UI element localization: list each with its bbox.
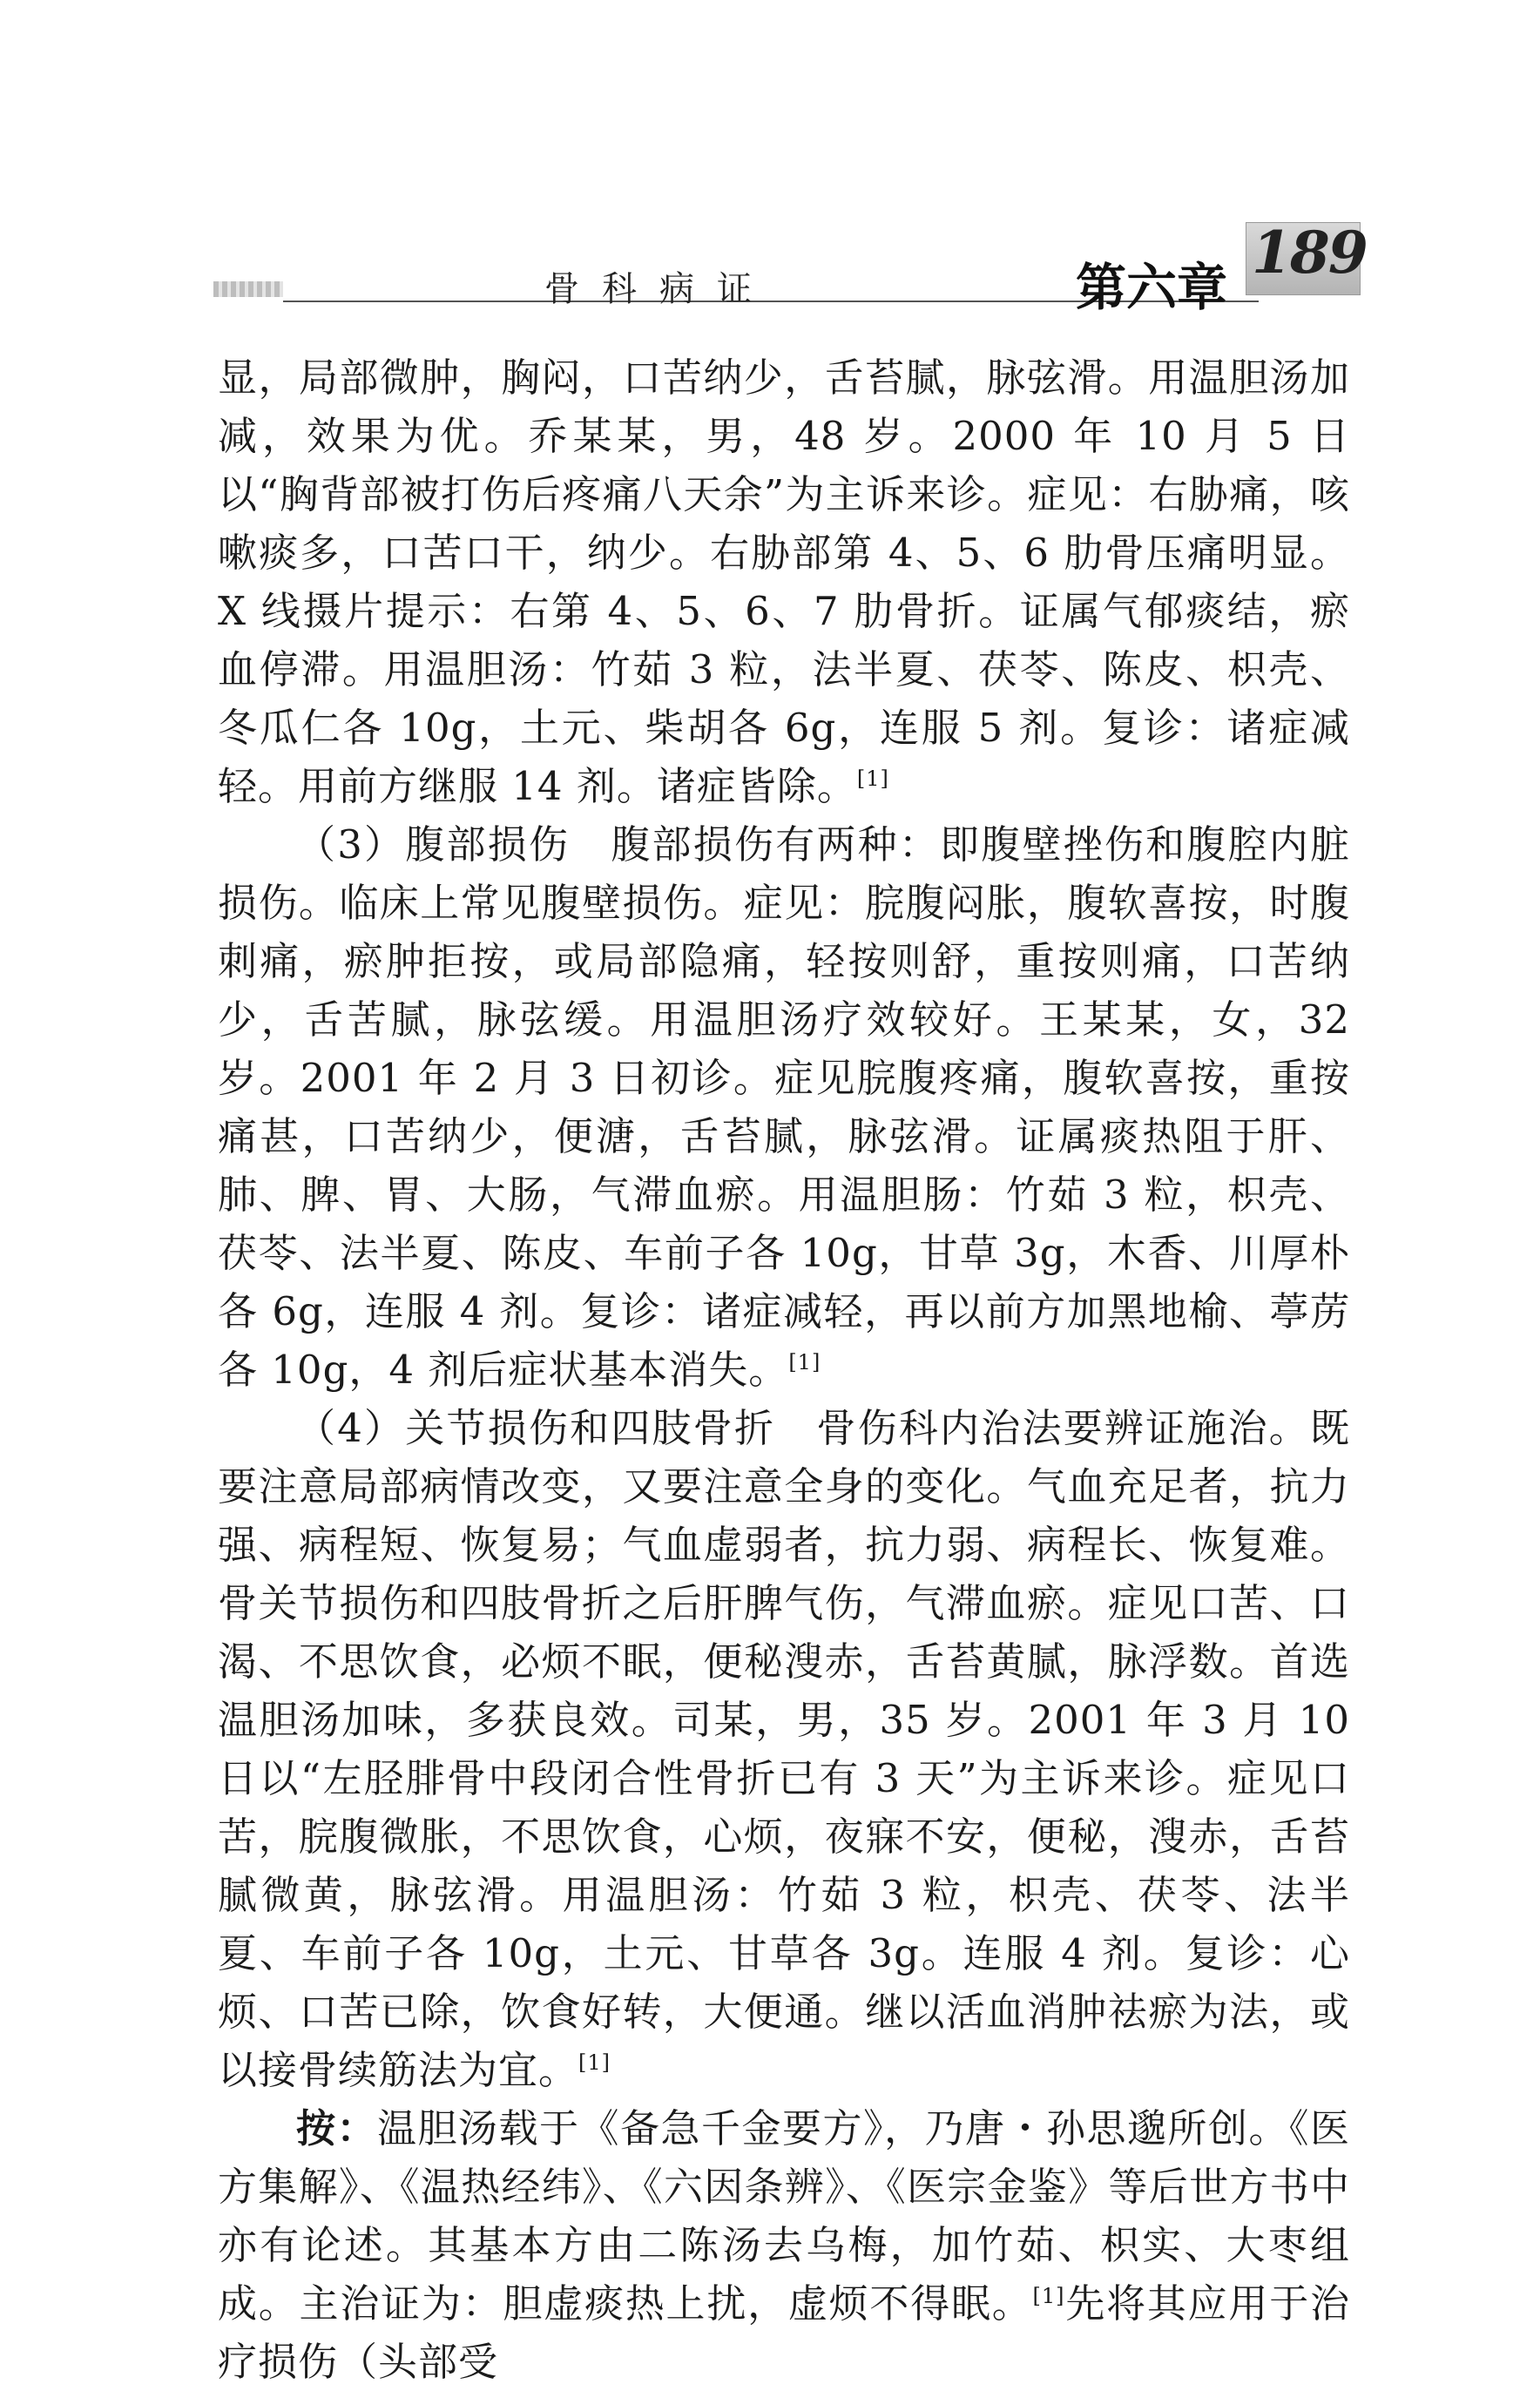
running-header [213, 219, 1367, 318]
citation-marker: [1] [856, 767, 889, 791]
paragraph-1 [218, 348, 1350, 815]
citation-marker: [1] [788, 1350, 821, 1374]
citation-marker: [1] [578, 2050, 611, 2075]
chapter-title: 第六章 [1076, 258, 1228, 317]
commentary-lead: 按： [296, 2105, 377, 2151]
paragraph-joint-fracture [218, 1399, 1350, 2099]
paragraph-4-continuation: 先将其应用于治疗损伤（头部受 [218, 2280, 1350, 2385]
body-text [218, 348, 1350, 2391]
paragraph-4-text: 温胆汤载于《备急千金要方》，乃唐・孙思邈所创。《医方集解》、《温热经纬》、《六因条辨》、《医宗金鉴》等后世方书中亦有论述。其基本方由二陈汤去乌梅，加竹茹、枳实、大枣组成。主治证为：胆虚痰热上扰，虚烦不得眠。 [218, 2105, 1350, 2327]
section-title: 骨科病证 [544, 269, 774, 309]
paragraph-2-text: （3）腹部损伤 腹部损伤有两种：即腹壁挫伤和腹腔内脏损伤。临床上常见腹壁损伤。症见：脘腹闷胀，腹软喜按，时腹刺痛，瘀肿拒按，或局部隐痛，轻按则舒，重按则痛，口苦纳少，舌苦腻，脉弦缓。用温胆汤疗效较好。王某某，女，32 岁。2001 年 2 月 3 日初诊。症见脘腹疼痛，腹软喜按，重按痛甚，口苦纳少，便溏，舌苔腻，脉弦滑。证属痰热阻于肝、肺、脾、胃、大肠，气滞血瘀。用温胆肠：竹茹 3 粒，枳壳、茯苓、法半夏、陈皮、车前子各 10g，甘草 3g，木香、川厚朴各 6g，连服 4 剂。复诊：诸症减轻，再以前方加黑地榆、葶苈各 10g，4 剂后症状基本消失。 [218, 821, 1350, 1393]
header-ornament [213, 281, 283, 297]
paragraph-1-text: 显，局部微肿，胸闷，口苦纳少，舌苔腻，脉弦滑。用温胆汤加减，效果为优。乔某某，男，48 岁。2000 年 10 月 5 日以“胸背部被打伤后疼痛八天余”为主诉来诊。症见：右胁痛，咳嗽痰多，口苦口干，纳少。右胁部第 4、5、6 肋骨压痛明显。X 线摄片提示：右第 4、5、6、7 肋骨折。证属气郁痰结，瘀血停滞。用温胆汤：竹茹 3 粒，法半夏、茯苓、陈皮、枳壳、冬瓜仁各 10g，土元、柴胡各 6g，连服 5 剂。复诊：诸症减轻。用前方继服 14 剂。诸症皆除。 [218, 355, 1350, 809]
page-number: 189 [1252, 219, 1367, 287]
paragraph-3-text: （4）关节损伤和四肢骨折 骨伤科内治法要辨证施治。既要注意局部病情改变，又要注意全身的变化。气血充足者，抗力强、病程短、恢复易；气血虚弱者，抗力弱、病程长、恢复难。骨关节损伤和四肢骨折之后肝脾气伤，气滞血瘀。症见口苦、口渴、不思饮食，必烦不眠，便秘溲赤，舌苔黄腻，脉浮数。首选温胆汤加味，多获良效。司某，男，35 岁。2001 年 3 月 10 日以“左胫腓骨中段闭合性骨折已有 3 天”为主诉来诊。症见口苦，脘腹微胀，不思饮食，心烦，夜寐不安，便秘，溲赤，舌苔腻微黄，脉弦滑。用温胆汤：竹茹 3 粒，枳壳、茯苓、法半夏、车前子各 10g，土元、甘草各 3g。连服 4 剂。复诊：心烦、口苦已除，饮食好转，大便通。继以活血消肿祛瘀为法，或以接骨续筋法为宜。 [218, 1405, 1350, 2093]
paragraph-abdominal-injury [218, 815, 1350, 1399]
paragraph-commentary [218, 2099, 1350, 2391]
citation-marker: [1] [1032, 2284, 1065, 2308]
